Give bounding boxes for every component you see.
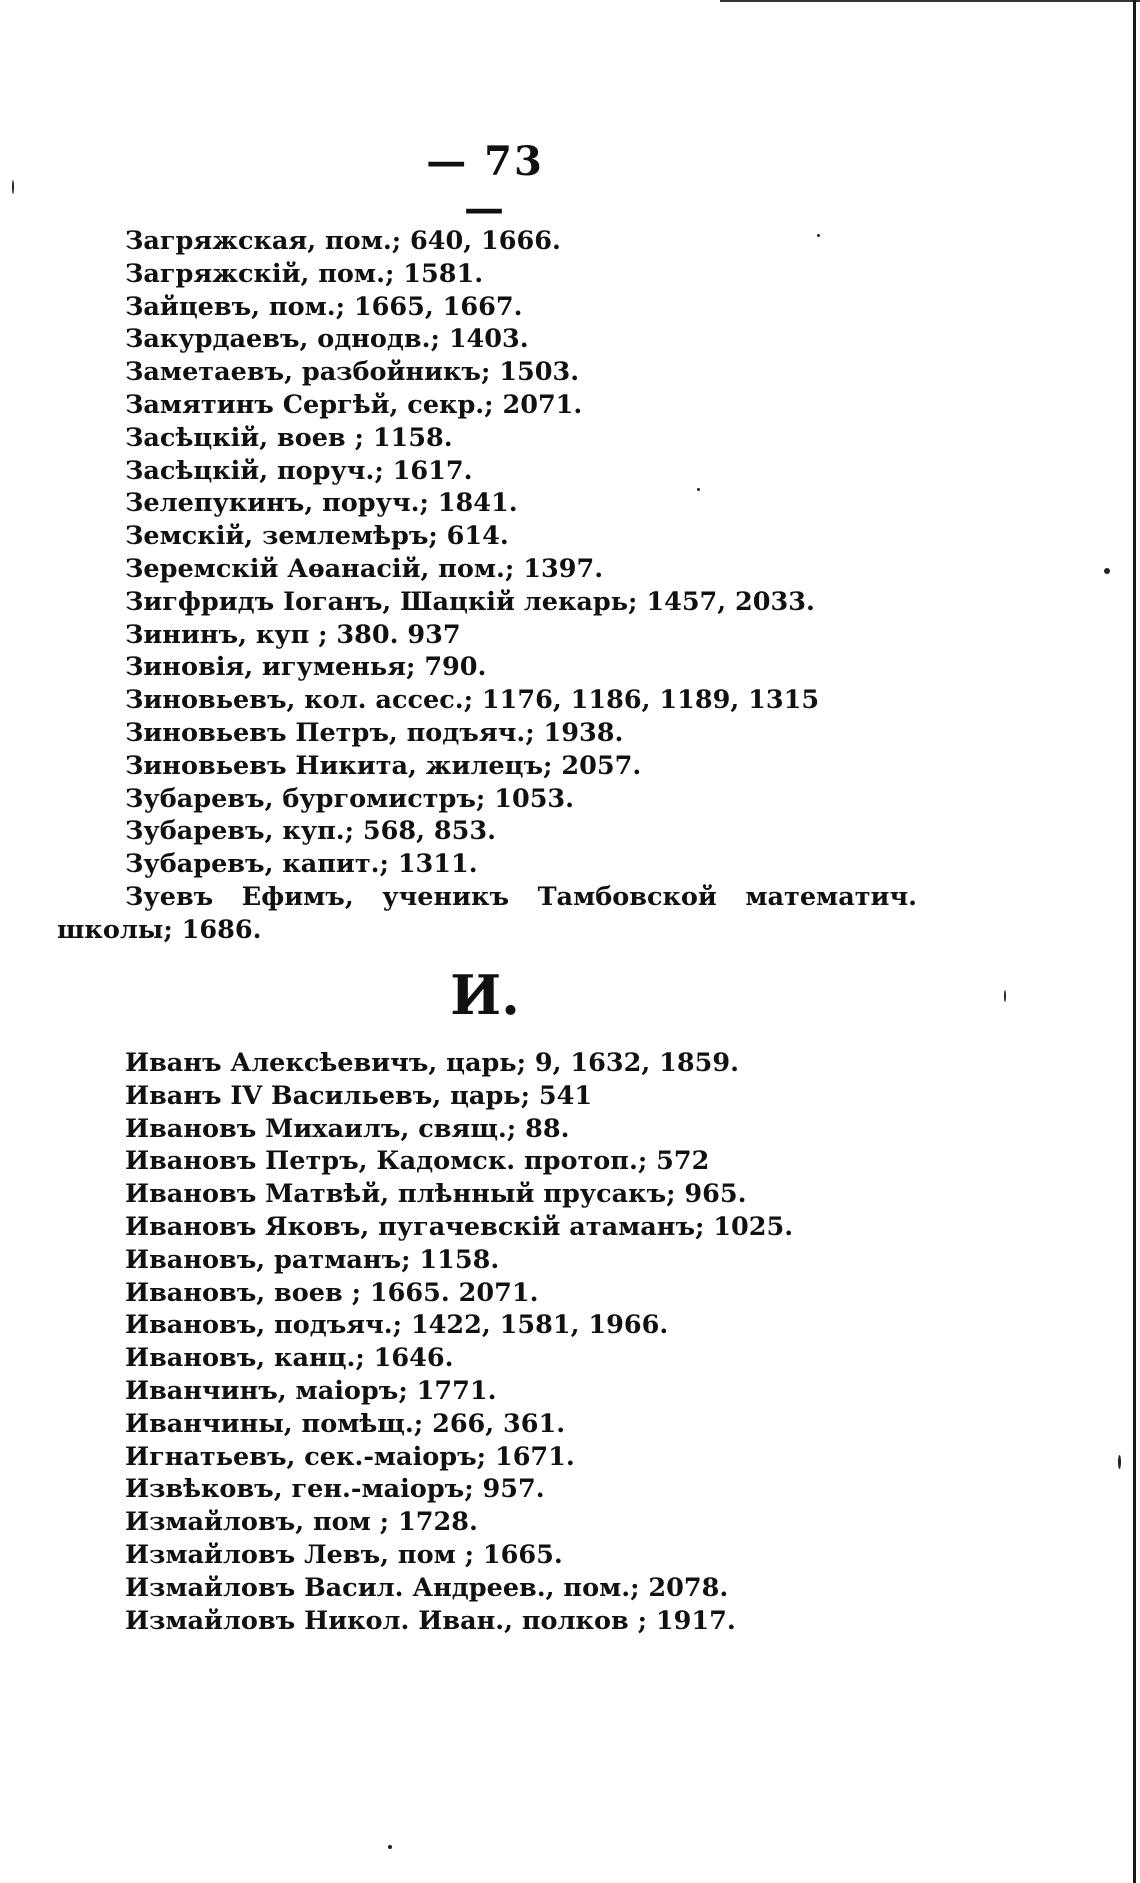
scan-speck (1118, 1455, 1121, 1469)
scan-speck (388, 1845, 392, 1849)
index-entry: Зеремскій Аѳанасій, пом.; 1397. (125, 553, 604, 584)
index-entry: Ивановъ Матвѣй, плѣнный прусакъ; 965. (125, 1179, 747, 1210)
index-entry: Извѣковъ, ген.-маіоръ; 957. (125, 1474, 545, 1505)
index-entry: Ивановъ, ратманъ; 1158. (125, 1244, 500, 1275)
scan-speck (697, 488, 700, 491)
index-entry: Ивановъ Петръ, Кадомск. протоп.; 572 (125, 1146, 710, 1177)
scan-speck (1104, 568, 1110, 574)
scan-speck (817, 234, 820, 237)
index-entry: Иванчинъ, маіоръ; 1771. (125, 1375, 497, 1406)
index-entry: Измайловъ, пом ; 1728. (125, 1507, 478, 1538)
index-entry: Ивановъ, канц.; 1646. (125, 1343, 454, 1374)
index-entry: Зиновьевъ, кол. ассес.; 1176, 1186, 1189, 1315 (125, 685, 820, 716)
index-section-i (0, 1047, 1140, 1637)
index-entry: Ивановъ, подъяч.; 1422, 1581, 1966. (125, 1310, 669, 1341)
index-entry: Загряжская, пом.; 640, 1666. (125, 226, 561, 256)
index-entry: Зубаревъ, капит.; 1311. (125, 849, 478, 880)
index-entry: Зининъ, куп ; 380. 937 (125, 619, 461, 650)
index-entry: Зубаревъ, куп.; 568, 853. (125, 816, 496, 847)
index-entry: Ивановъ Яковъ, пугачевскій атаманъ; 1025. (125, 1211, 794, 1242)
index-entry: Иванъ Алексѣевичъ, царь; 9, 1632, 1859. (125, 1048, 739, 1078)
index-entry: Иванчины, помѣщ.; 266, 361. (125, 1408, 566, 1439)
index-entry: Измайловъ Никол. Иван., полков ; 1917. (125, 1605, 736, 1636)
page-top-edge (720, 0, 1140, 2)
index-entry: Засѣцкій, поруч.; 1617. (125, 455, 473, 486)
index-entry: Зиновія, игуменья; 790. (125, 652, 487, 683)
index-entry: Зигфридъ Іоганъ, Шацкій лекарь; 1457, 2033. (125, 586, 815, 617)
index-section-z (0, 225, 1140, 947)
index-entry: Засѣцкій, воев ; 1158. (125, 422, 453, 453)
index-entry: Иванъ IV Васильевъ, царь; 541 (125, 1080, 593, 1111)
index-entry: Ивановъ Михаилъ, свящ.; 88. (125, 1113, 570, 1144)
index-entry: Заметаевъ, разбойникъ; 1503. (125, 357, 580, 388)
index-entry: Закурдаевъ, однодв.; 1403. (125, 324, 529, 355)
scan-speck (1004, 990, 1006, 1002)
index-entry: Ивановъ, воев ; 1665. 2071. (125, 1277, 539, 1308)
index-entry: Измайловъ Васил. Андреев., пом.; 2078. (125, 1572, 729, 1603)
scan-speck (12, 180, 14, 194)
index-entry: Замятинъ Сергѣй, секр.; 2071. (125, 389, 583, 420)
page-number: — 73 — (426, 138, 544, 232)
index-entry: Игнатьевъ, сек.-маіоръ; 1671. (125, 1441, 575, 1472)
index-entry: Зуевъ Ефимъ, ученикъ Тамбовской математич. школы; 1686. (57, 881, 917, 945)
index-entry: Зелепукинъ, поруч.; 1841. (125, 488, 518, 519)
index-entry: Земскій, землемѣръ; 614. (125, 521, 509, 552)
index-entry: Загряжскій, пом.; 1581. (125, 258, 484, 289)
index-entry: Зайцевъ, пом.; 1665, 1667. (125, 291, 523, 322)
index-entry: Зубаревъ, бургомистръ; 1053. (125, 783, 575, 814)
index-entry: Зиновьевъ Петръ, подъяч.; 1938. (125, 717, 624, 748)
index-entry: Зиновьевъ Никита, жилецъ; 2057. (125, 750, 642, 781)
section-heading-i: И. (450, 963, 520, 1027)
index-entry: Измайловъ Левъ, пом ; 1665. (125, 1539, 563, 1570)
